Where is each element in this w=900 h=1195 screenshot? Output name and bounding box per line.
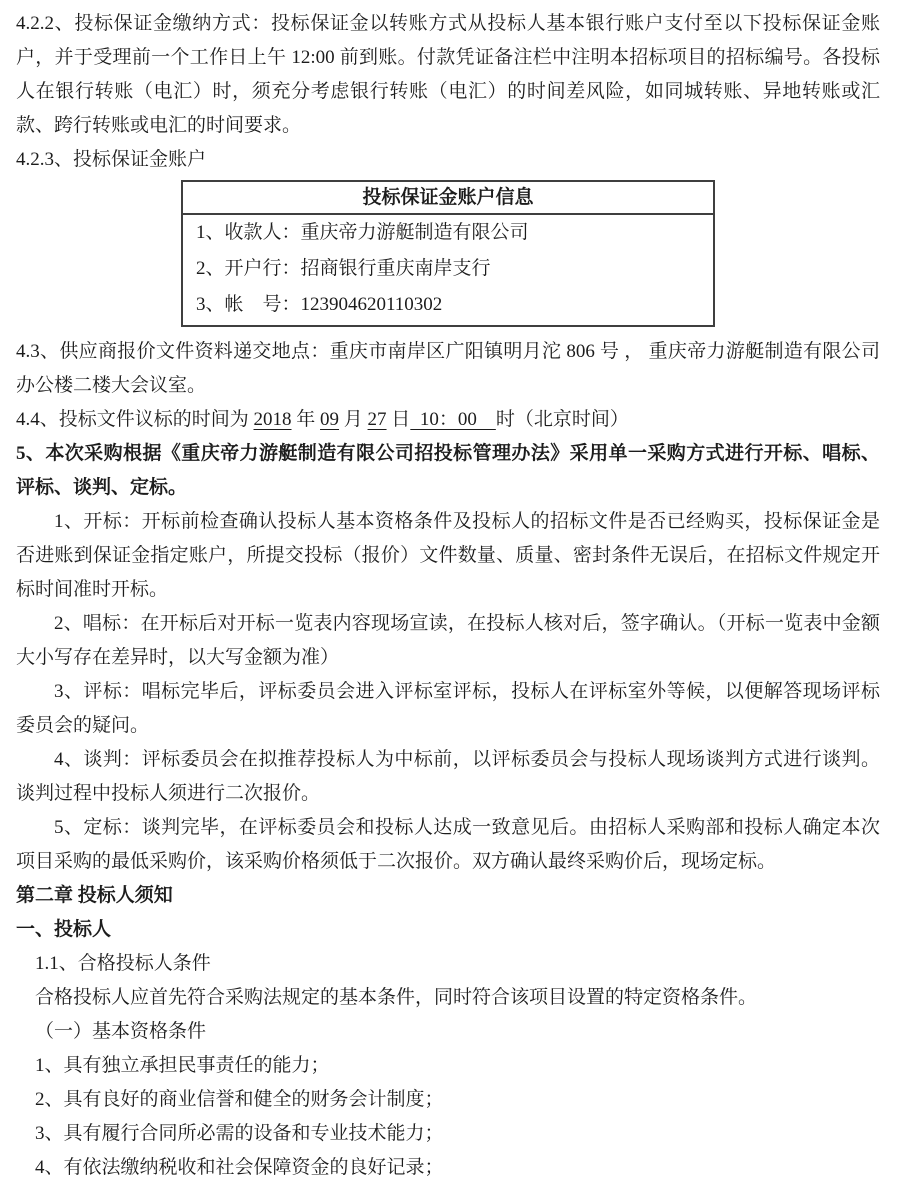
deposit-account-table (181, 180, 715, 327)
para-5: 5、本次采购根据《重庆帝力游艇制造有限公司招投标管理办法》采用单一采购方式进行开标、唱标、评标、谈判、定标。 (16, 443, 880, 498)
para-basic-qualification-heading: （一）基本资格条件 (35, 1021, 207, 1042)
table-row-payee: 1、收款人：重庆帝力游艇制造有限公司 (196, 222, 529, 243)
condition-item-4: 4、有依法缴纳税收和社会保障资金的良好记录； (35, 1157, 444, 1178)
para-4-2-3: 4.2.3、投标保证金账户 (16, 149, 207, 170)
para-4-3: 4.3、供应商报价文件资料递交地点：重庆市南岸区广阳镇明月沱 806 号 ， 重庆帝力游艇制造有限公司办公楼二楼大会议室。 (16, 341, 880, 396)
date-year-unit: 年 (291, 409, 321, 430)
date-day-blank: 27 (367, 409, 387, 430)
para-4-4-prefix: 4.4、投标文件议标的时间为 (16, 409, 254, 430)
date-day-unit: 日 (386, 409, 411, 430)
condition-item-3: 3、具有履行合同所必需的设备和专业技术能力； (35, 1123, 444, 1144)
chapter-2-heading: 第二章 投标人须知 (16, 885, 173, 906)
table-title: 投标保证金账户信息 (183, 182, 713, 215)
step-para-evaluate-bid: 3、评标：唱标完毕后，评标委员会进入评标室评标，投标人在评标室外等候，以便解答现场评标委员会的疑问。 (16, 681, 880, 736)
date-month-blank: 09 (320, 409, 340, 430)
step-para-read-bid: 2、唱标：在开标后对开标一览表内容现场宣读，在投标人核对后，签字确认。（开标一览表中金额大小写存在差异时，以大写金额为准） (16, 613, 880, 668)
time-blank: 10：00 (410, 409, 496, 430)
para-4-2-2: 4.2.2、投标保证金缴纳方式：投标保证金以转账方式从投标人基本银行账户支付至以下投标保证金账户，并于受理前一个工作日上午 12:00 前到账。付款凭证备注栏中注明本招标项目的招标编号。各投标人在银行转账（电汇）时，须充分考虑银行转账（电汇）的时间差风险，如同城转账、异地转账或汇款、跨行转账或电汇的时间要求。 (16, 13, 880, 136)
date-month-unit: 月 (339, 409, 368, 430)
table-row-bank: 2、开户行：招商银行重庆南岸支行 (196, 258, 491, 279)
step-para-award: 5、定标：谈判完毕，在评标委员会和投标人达成一致意见后。由招标人采购部和投标人确定本次项目采购的最低采购价，该采购价格须低于二次报价。双方确认最终采购价后，现场定标。 (16, 817, 880, 872)
para-qualified-bidder: 合格投标人应首先符合采购法规定的基本条件，同时符合该项目设置的特定资格条件。 (35, 987, 758, 1008)
para-4-4-suffix: 时（北京时间） (495, 409, 629, 430)
para-4-4 (16, 403, 880, 437)
section-1-heading: 一、投标人 (16, 919, 112, 940)
date-year-blank: 2018 (253, 409, 292, 430)
step-para-negotiate: 4、谈判：评标委员会在拟推荐投标人为中标前，以评标委员会与投标人现场谈判方式进行谈判。谈判过程中投标人须进行二次报价。 (16, 749, 880, 804)
para-1-1: 1.1、合格投标人条件 (35, 953, 211, 974)
condition-item-1: 1、具有独立承担民事责任的能力； (35, 1055, 330, 1076)
step-para-open-bid: 1、开标：开标前检查确认投标人基本资格条件及投标人的招标文件是否已经购买，投标保证金是否进账到保证金指定账户，所提交投标（报价）文件数量、质量、密封条件无误后，在招标文件规定开标时间准时开标。 (16, 511, 880, 600)
table-row-account-number: 3、帐 号：123904620110302 (196, 294, 443, 315)
condition-item-2: 2、具有良好的商业信誉和健全的财务会计制度； (35, 1089, 444, 1110)
